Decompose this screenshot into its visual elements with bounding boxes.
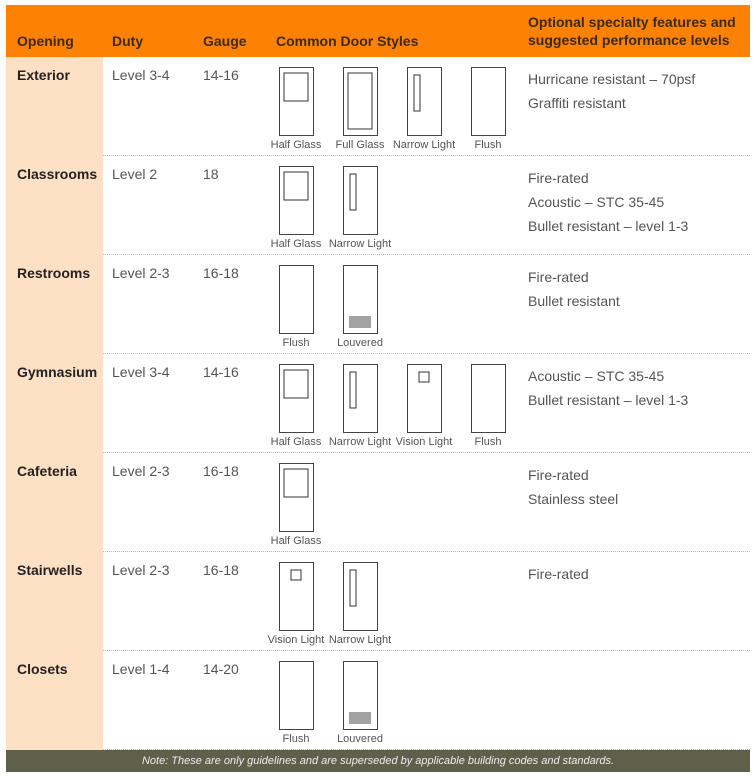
table-row	[6, 255, 750, 354]
door-style-vision-light	[392, 364, 456, 448]
door-style-louvered	[328, 661, 392, 745]
gauge-value: 14-16	[203, 364, 239, 380]
door-style-label: Vision Light	[395, 436, 453, 448]
door-styles	[264, 364, 520, 448]
gauge-value: 16-18	[203, 463, 239, 479]
door-style-label: Narrow Light	[328, 238, 392, 250]
door-style-label: Louvered	[337, 733, 383, 745]
door-style-half-glass	[264, 463, 328, 547]
opening-label: Cafeteria	[17, 463, 77, 479]
door-narrow-light-icon	[407, 67, 442, 136]
door-styles	[264, 661, 392, 745]
door-style-label: Narrow Light	[392, 139, 456, 151]
door-style-flush	[456, 364, 520, 448]
feature-item: Stainless steel	[528, 491, 619, 507]
gauge-value: 14-20	[203, 661, 239, 677]
header-opening: Opening	[17, 33, 74, 49]
gauge-value: 14-16	[203, 67, 239, 83]
feature-item: Acoustic – STC 35-45	[528, 194, 665, 210]
door-style-narrow-light	[328, 166, 392, 250]
features-list	[528, 67, 695, 115]
door-styles	[264, 166, 392, 250]
door-style-louvered	[328, 265, 392, 349]
feature-item: Bullet resistant – level 1-3	[528, 218, 689, 234]
feature-item: Fire-rated	[528, 170, 589, 186]
header-duty: Duty	[112, 33, 144, 49]
duty-value: Level 1-4	[112, 661, 170, 677]
door-louvered-icon	[343, 265, 378, 334]
door-narrow-light-icon	[343, 364, 378, 433]
door-style-label: Flush	[282, 733, 310, 745]
door-style-half-glass	[264, 364, 328, 448]
feature-item: Fire-rated	[528, 269, 589, 285]
door-style-half-glass	[264, 166, 328, 250]
door-half-glass-icon	[279, 166, 314, 235]
door-flush-icon	[279, 661, 314, 730]
door-half-glass-icon	[279, 364, 314, 433]
door-styles	[264, 265, 392, 349]
table-row	[6, 354, 750, 453]
opening-label: Restrooms	[17, 265, 91, 281]
gauge-value: 16-18	[203, 265, 239, 281]
door-narrow-light-icon	[343, 166, 378, 235]
features-list	[528, 265, 620, 313]
header-features: Optional specialty features and suggested performance levels	[528, 14, 736, 48]
door-narrow-light-icon	[343, 562, 378, 631]
header-gauge: Gauge	[203, 33, 247, 49]
door-style-label: Vision Light	[267, 634, 325, 646]
table-header	[6, 5, 750, 57]
duty-value: Level 2	[112, 166, 158, 182]
table-row	[6, 651, 750, 750]
feature-item: Hurricane resistant – 70psf	[528, 71, 696, 87]
door-styles	[264, 463, 328, 547]
door-style-narrow-light	[328, 562, 392, 646]
door-half-glass-icon	[279, 67, 314, 136]
door-style-half-glass	[264, 67, 328, 151]
door-styles	[264, 67, 520, 151]
table-row	[6, 453, 750, 552]
feature-item: Fire-rated	[528, 467, 589, 483]
features-list	[528, 562, 589, 586]
duty-value: Level 2-3	[112, 562, 170, 578]
feature-item: Bullet resistant	[528, 293, 620, 309]
table-row	[6, 156, 750, 255]
door-style-flush	[456, 67, 520, 151]
door-vision-light-icon	[407, 364, 442, 433]
duty-value: Level 3-4	[112, 67, 170, 83]
opening-label: Stairwells	[17, 562, 83, 578]
door-style-narrow-light	[328, 364, 392, 448]
door-style-flush	[264, 661, 328, 745]
door-style-label: Half Glass	[270, 238, 322, 250]
door-style-label: Narrow Light	[328, 436, 392, 448]
footer-note: Note: These are only guidelines and are superseded by applicable building codes and standards.	[6, 750, 750, 772]
feature-item: Fire-rated	[528, 566, 589, 582]
door-vision-light-icon	[279, 562, 314, 631]
duty-value: Level 2-3	[112, 463, 170, 479]
door-style-label: Full Glass	[335, 139, 385, 151]
door-style-label: Flush	[474, 139, 502, 151]
features-list	[528, 463, 618, 511]
opening-label: Gymnasium	[17, 364, 98, 380]
gauge-value: 16-18	[203, 562, 239, 578]
door-flush-icon	[279, 265, 314, 334]
door-full-glass-icon	[343, 67, 378, 136]
door-style-vision-light	[264, 562, 328, 646]
door-louvered-icon	[343, 661, 378, 730]
features-list	[528, 364, 688, 412]
door-styles	[264, 562, 392, 646]
door-style-narrow-light	[392, 67, 456, 151]
door-style-label: Louvered	[337, 337, 383, 349]
duty-value: Level 2-3	[112, 265, 170, 281]
opening-label: Exterior	[17, 67, 70, 83]
door-style-label: Flush	[474, 436, 502, 448]
door-style-label: Half Glass	[270, 436, 322, 448]
table-row	[6, 552, 750, 651]
door-style-flush	[264, 265, 328, 349]
door-flush-icon	[471, 364, 506, 433]
gauge-value: 18	[203, 166, 219, 182]
header-door-styles: Common Door Styles	[276, 33, 419, 49]
feature-item: Graffiti resistant	[528, 95, 626, 111]
opening-label: Classrooms	[17, 166, 98, 182]
door-style-label: Flush	[282, 337, 310, 349]
door-guidelines-table	[6, 5, 750, 772]
opening-label: Closets	[17, 661, 68, 677]
door-half-glass-icon	[279, 463, 314, 532]
feature-item: Acoustic – STC 35-45	[528, 368, 665, 384]
door-style-label: Narrow Light	[328, 634, 392, 646]
features-list	[528, 166, 688, 238]
door-style-label: Half Glass	[270, 535, 322, 547]
door-style-full-glass	[328, 67, 392, 151]
table-row	[6, 57, 750, 156]
door-flush-icon	[471, 67, 506, 136]
door-style-label: Half Glass	[270, 139, 322, 151]
duty-value: Level 3-4	[112, 364, 170, 380]
feature-item: Bullet resistant – level 1-3	[528, 392, 689, 408]
